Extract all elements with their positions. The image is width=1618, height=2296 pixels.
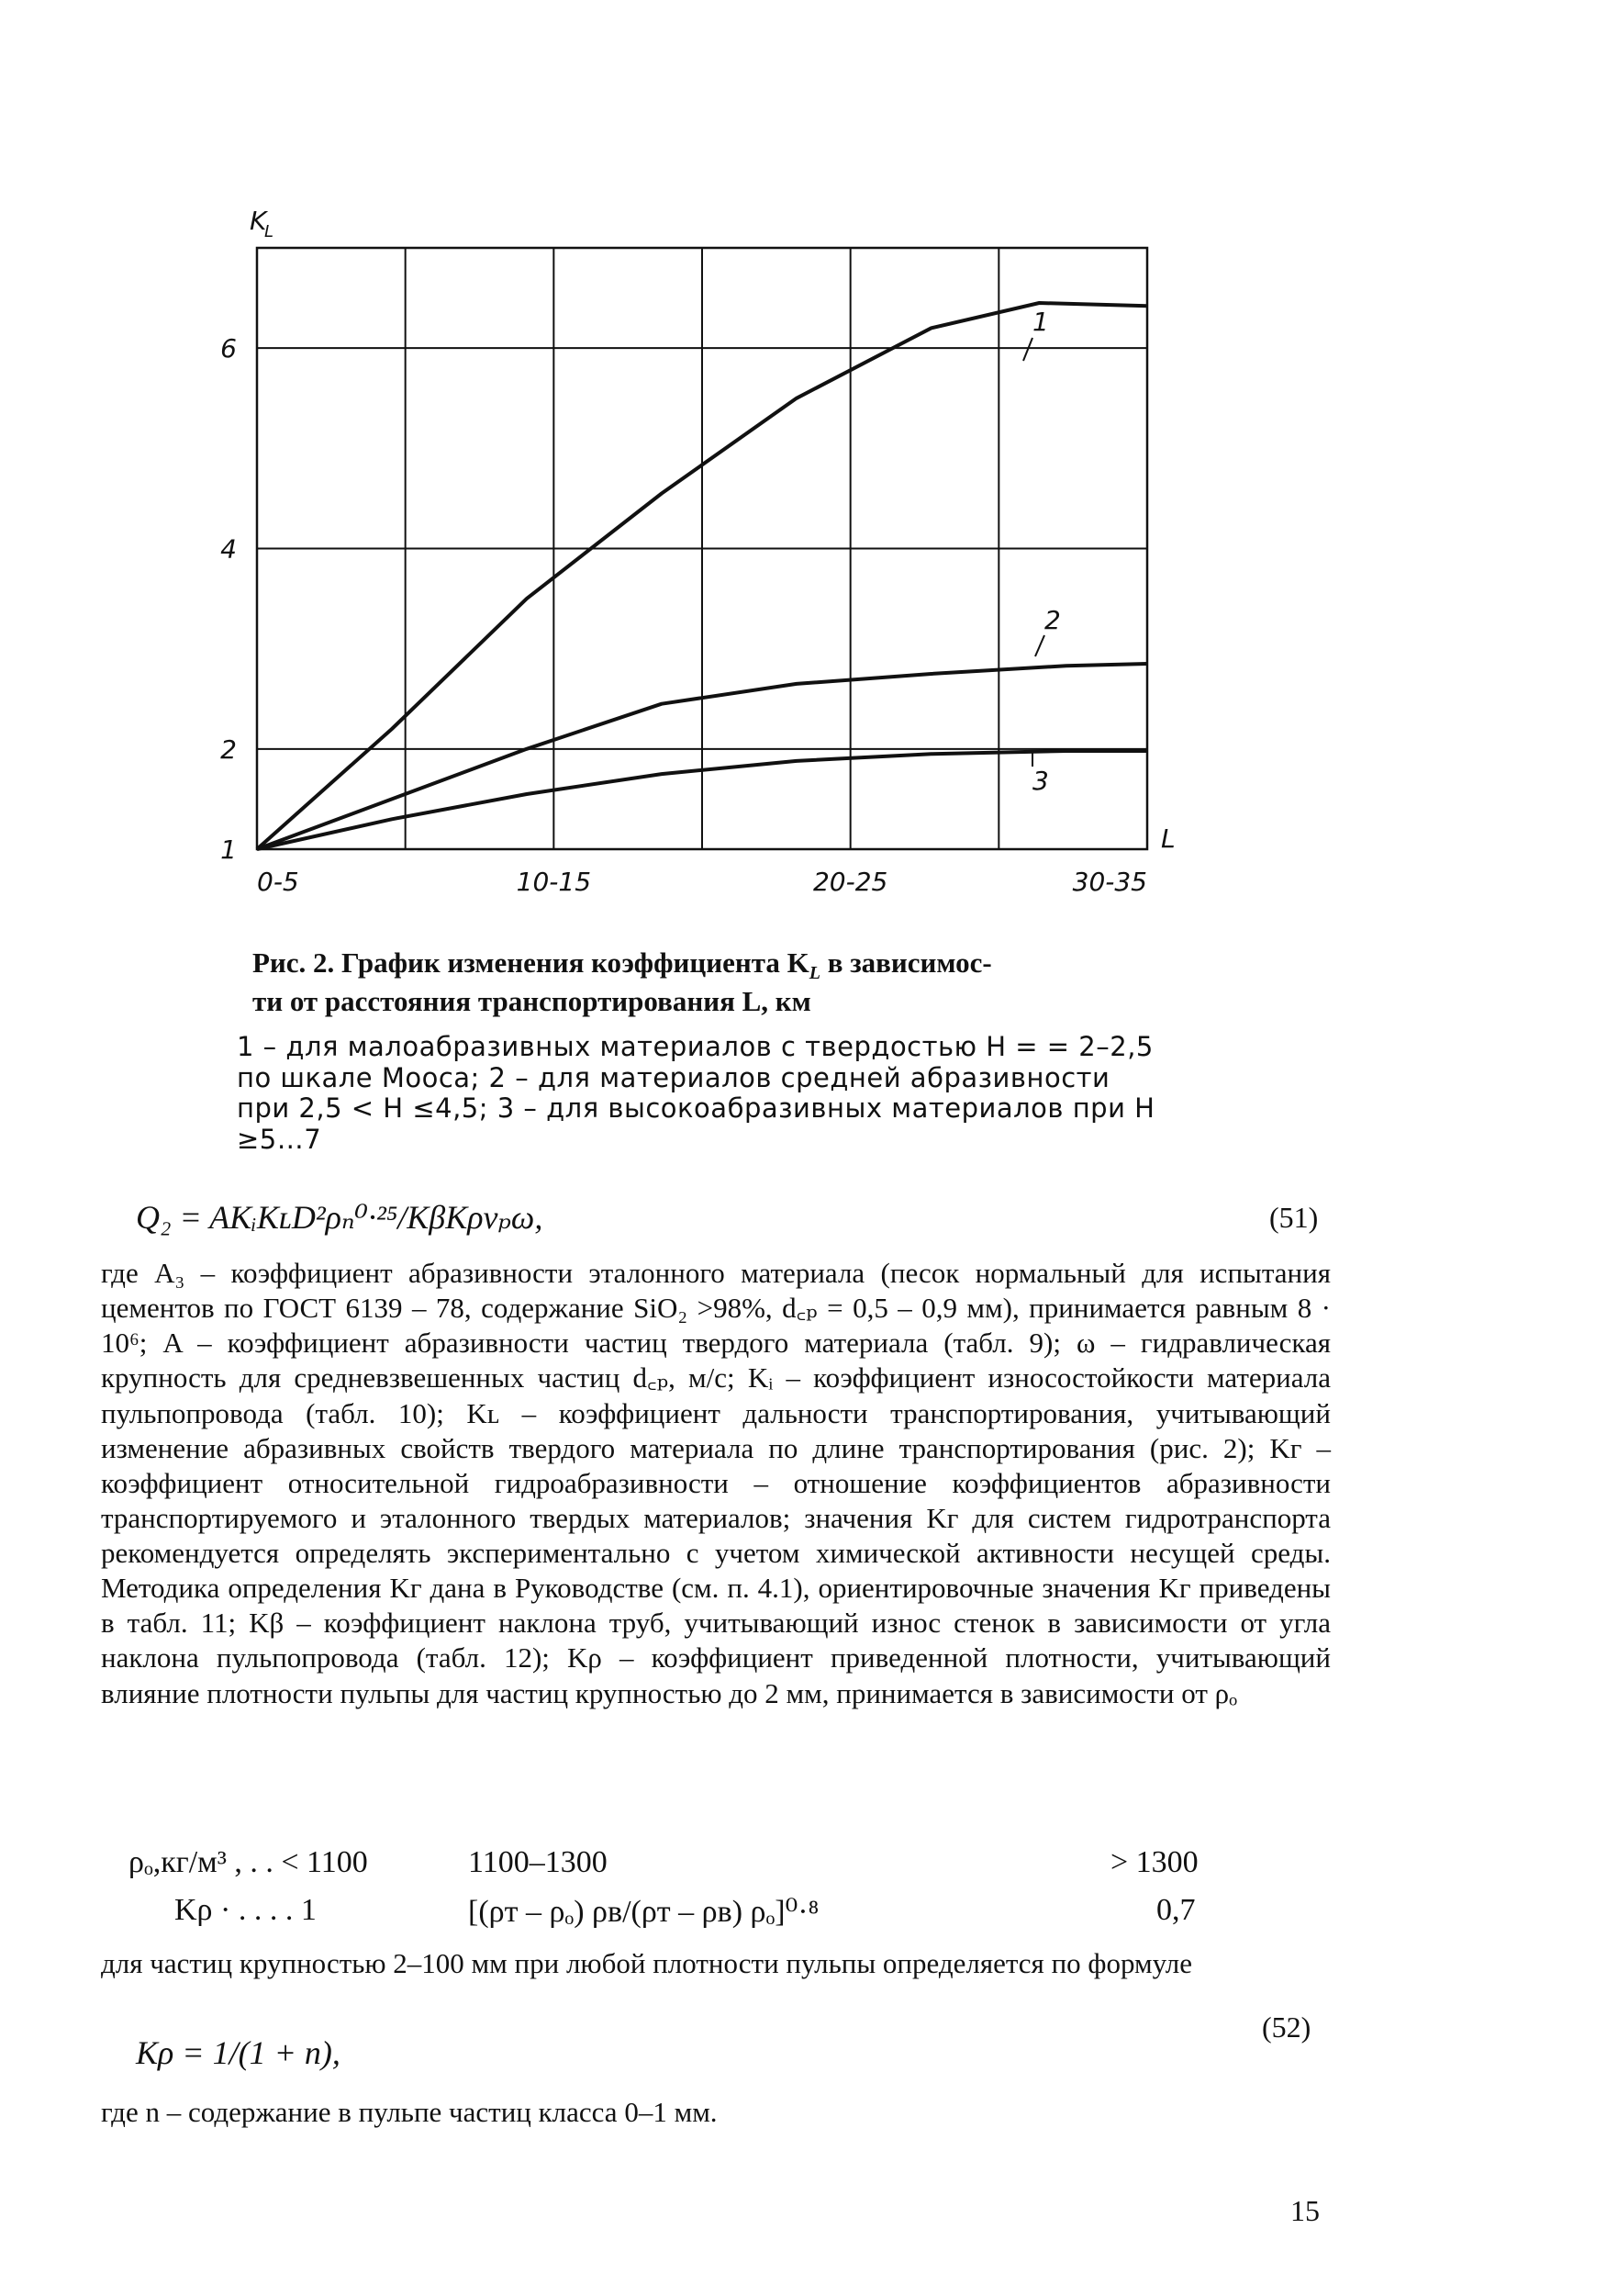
curve-label: 2 — [1044, 605, 1061, 635]
density-cell: 0,7 — [1156, 1893, 1196, 1927]
formula-51: Q₂ = AKᵢKʟD²ρₙ⁰·²⁵/KβKρνₚω, — [136, 1199, 543, 1236]
caption-line1-sub: L — [809, 963, 820, 984]
caption-line1-end: в зависимос- — [820, 946, 992, 979]
figure-legend: 1 – для малоабразивных материалов с твердостью H = = 2–2,5 по шкале Мооса; 2 – для материалов средней абразивности при 2,5 < H ≤4,5; 3 – для высокоабразивных материалов при H ≥5…7 — [237, 1031, 1155, 1155]
formula-51-number: (51) — [1269, 1201, 1319, 1234]
x-tick-label: 30-35 — [1072, 867, 1147, 897]
chart-canvas — [202, 193, 1193, 927]
x-axis-label: L — [1161, 823, 1176, 854]
caption-line2: ти от расстояния транспортирования L, км — [252, 985, 811, 1018]
curve-label-leader — [1035, 635, 1044, 656]
x-tick-label: 10-15 — [516, 867, 592, 897]
curve-label-leader — [1023, 338, 1032, 361]
formula-52-number: (52) — [1262, 2010, 1311, 2044]
kl-chart — [202, 193, 1193, 927]
density-cell: 1100–1300 — [468, 1845, 608, 1879]
x-tick-label: 0-5 — [257, 867, 299, 897]
y-tick-label: 1 — [220, 834, 237, 865]
density-table-row-1 — [128, 1845, 1239, 1887]
curve-label: 1 — [1032, 307, 1049, 337]
formula-52: Kρ = 1/(1 + n), — [136, 2034, 340, 2071]
y-axis-label-sub: L — [264, 222, 274, 241]
paragraph-definitions: где A₃ – коэффициент абразивности эталонного материала (песок нормальный для испытания цементов по ГОСТ 6139 – 78, содержание SiO₂ >98%, d꜀ₚ = 0,5 – 0,9 мм), принимается равным 8 · 10⁶; A – коэффициент абразивности частиц твердого материала (табл. 9); ω – гидравлическая крупность для средневзвешенных частиц d꜀ₚ, м/с; Kᵢ – коэффициент износостойкости материала пульпопровода (табл. 10); Kʟ – коэффициент дальности транспортирования, учитывающий изменение абразивных свойств твердого материала по длине транспортирования (рис. 2); Kг – коэффициент относительной гидроабразивности – отношение коэффициентов абразивности транспортируемого и эталонного твердых материалов; значения Kг для систем гидротранспорта рекомендуется определять экспериментально с учетом химической активности несущей среды. Методика определения Kг дана в Руководстве (см. п. 4.1), ориентировочные значения Kг приведены в табл. 11; Kβ – коэффициент наклона труб, учитывающий износ стенок в зависимости от угла наклона пульпопровода (табл. 12); Kρ – коэффициент приведенной плотности, учитывающий влияние плотности пульпы для частиц крупностью до 2 мм, принимается в зависимости от ρₒ — [101, 1257, 1331, 1709]
curve-label: 3 — [1032, 766, 1049, 796]
y-tick-label: 2 — [220, 734, 237, 765]
y-axis-label: K — [250, 206, 267, 236]
paragraph-n-definition: где n – содержание в пульпе частиц класса 0–1 мм. — [101, 2096, 718, 2128]
paragraph-formula-intro: для частиц крупностью 2–100 мм при любой плотности пульпы определяется по формуле — [101, 1947, 1193, 1979]
density-table-row-2 — [128, 1893, 1239, 1935]
y-tick-label: 4 — [220, 533, 237, 565]
density-cell: [(ρт – ρₒ) ρв/(ρт – ρв) ρₒ]⁰·⁸ — [468, 1895, 820, 1929]
y-tick-label: 6 — [220, 333, 237, 364]
page-number: 15 — [1290, 2194, 1320, 2227]
figure-caption — [252, 946, 1170, 1018]
density-cell: ρₒ,кг/м³ , . . < 1100 — [128, 1845, 368, 1879]
density-cell: Kρ · . . . . 1 — [174, 1893, 317, 1927]
x-tick-label: 20-25 — [812, 867, 888, 897]
caption-line1: Рис. 2. График изменения коэффициента K — [252, 946, 809, 979]
density-cell: > 1300 — [1110, 1845, 1199, 1879]
